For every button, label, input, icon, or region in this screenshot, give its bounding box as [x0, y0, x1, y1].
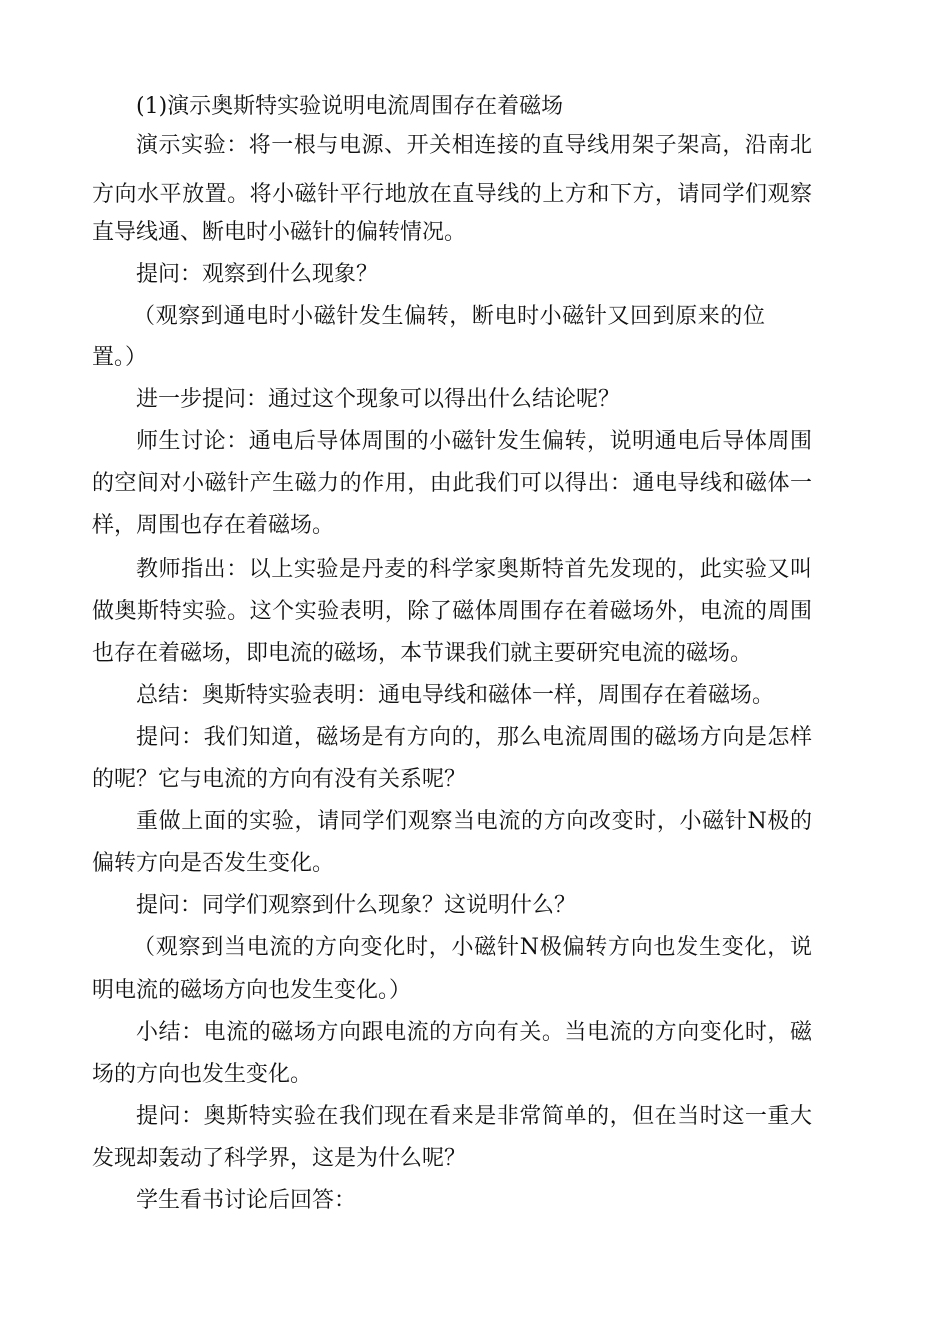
paragraph-line: 也存在着磁场，即电流的磁场，本节课我们就主要研究电流的磁场。 — [92, 641, 753, 666]
question-line: 发现却轰动了科学界，这是为什么呢？ — [92, 1146, 467, 1171]
paragraph-line: 师生讨论：通电后导体周围的小磁针发生偏转，说明通电后导体周围 — [136, 429, 812, 454]
paragraph-line: 演示实验：将一根与电源、开关相连接的直导线用架子架高，沿南北 — [136, 133, 812, 158]
paragraph-line: 偏转方向是否发生变化。 — [92, 851, 335, 876]
answer-line: （观察到通电时小磁针发生偏转，断电时小磁针又回到原来的位 — [133, 304, 765, 329]
question-line: 的呢？它与电流的方向有没有关系呢？ — [92, 767, 467, 792]
summary-line: 总结：奥斯特实验表明：通电导线和磁体一样，周围存在着磁场。 — [136, 683, 775, 708]
paragraph-line: 学生看书讨论后回答： — [136, 1188, 357, 1213]
paragraph-line: 直导线通、断电时小磁针的偏转情况。 — [92, 220, 467, 245]
paragraph-line: 的空间对小磁针产生磁力的作用，由此我们可以得出：通电导线和磁体一 — [92, 471, 812, 496]
question-line: 进一步提问：通过这个现象可以得出什么结论呢？ — [136, 387, 621, 412]
answer-line: 置。） — [92, 345, 148, 370]
question-line: 提问：同学们观察到什么现象？这说明什么？ — [136, 893, 577, 918]
answer-line: 明电流的磁场方向也发生变化。） — [92, 978, 412, 1003]
summary-line: 小结：电流的磁场方向跟电流的方向有关。当电流的方向变化时，磁 — [136, 1020, 812, 1045]
question-line: 提问：我们知道，磁场是有方向的，那么电流周围的磁场方向是怎样 — [136, 725, 812, 750]
paragraph-line: 重做上面的实验，请同学们观察当电流的方向改变时，小磁针N极的 — [136, 809, 812, 834]
question-line: 提问：奥斯特实验在我们现在看来是非常简单的，但在当时这一重大 — [136, 1104, 812, 1129]
paragraph-line: 教师指出：以上实验是丹麦的科学家奥斯特首先发现的，此实验又叫 — [136, 557, 812, 582]
question-line: 提问：观察到什么现象？ — [136, 262, 379, 287]
answer-line: （观察到当电流的方向变化时，小磁针N极偏转方向也发生变化，说 — [133, 935, 812, 960]
summary-line: 场的方向也发生变化。 — [92, 1062, 313, 1087]
paragraph-line: 方向水平放置。将小磁针平行地放在直导线的上方和下方，请同学们观察 — [92, 182, 812, 207]
paragraph-line: 样，周围也存在着磁场。 — [92, 513, 335, 538]
heading-experiment-1: (1)演示奥斯特实验说明电流周围存在着磁场 — [136, 94, 564, 119]
paragraph-line: 做奥斯特实验。这个实验表明，除了磁体周围存在着磁场外，电流的周围 — [92, 599, 812, 624]
